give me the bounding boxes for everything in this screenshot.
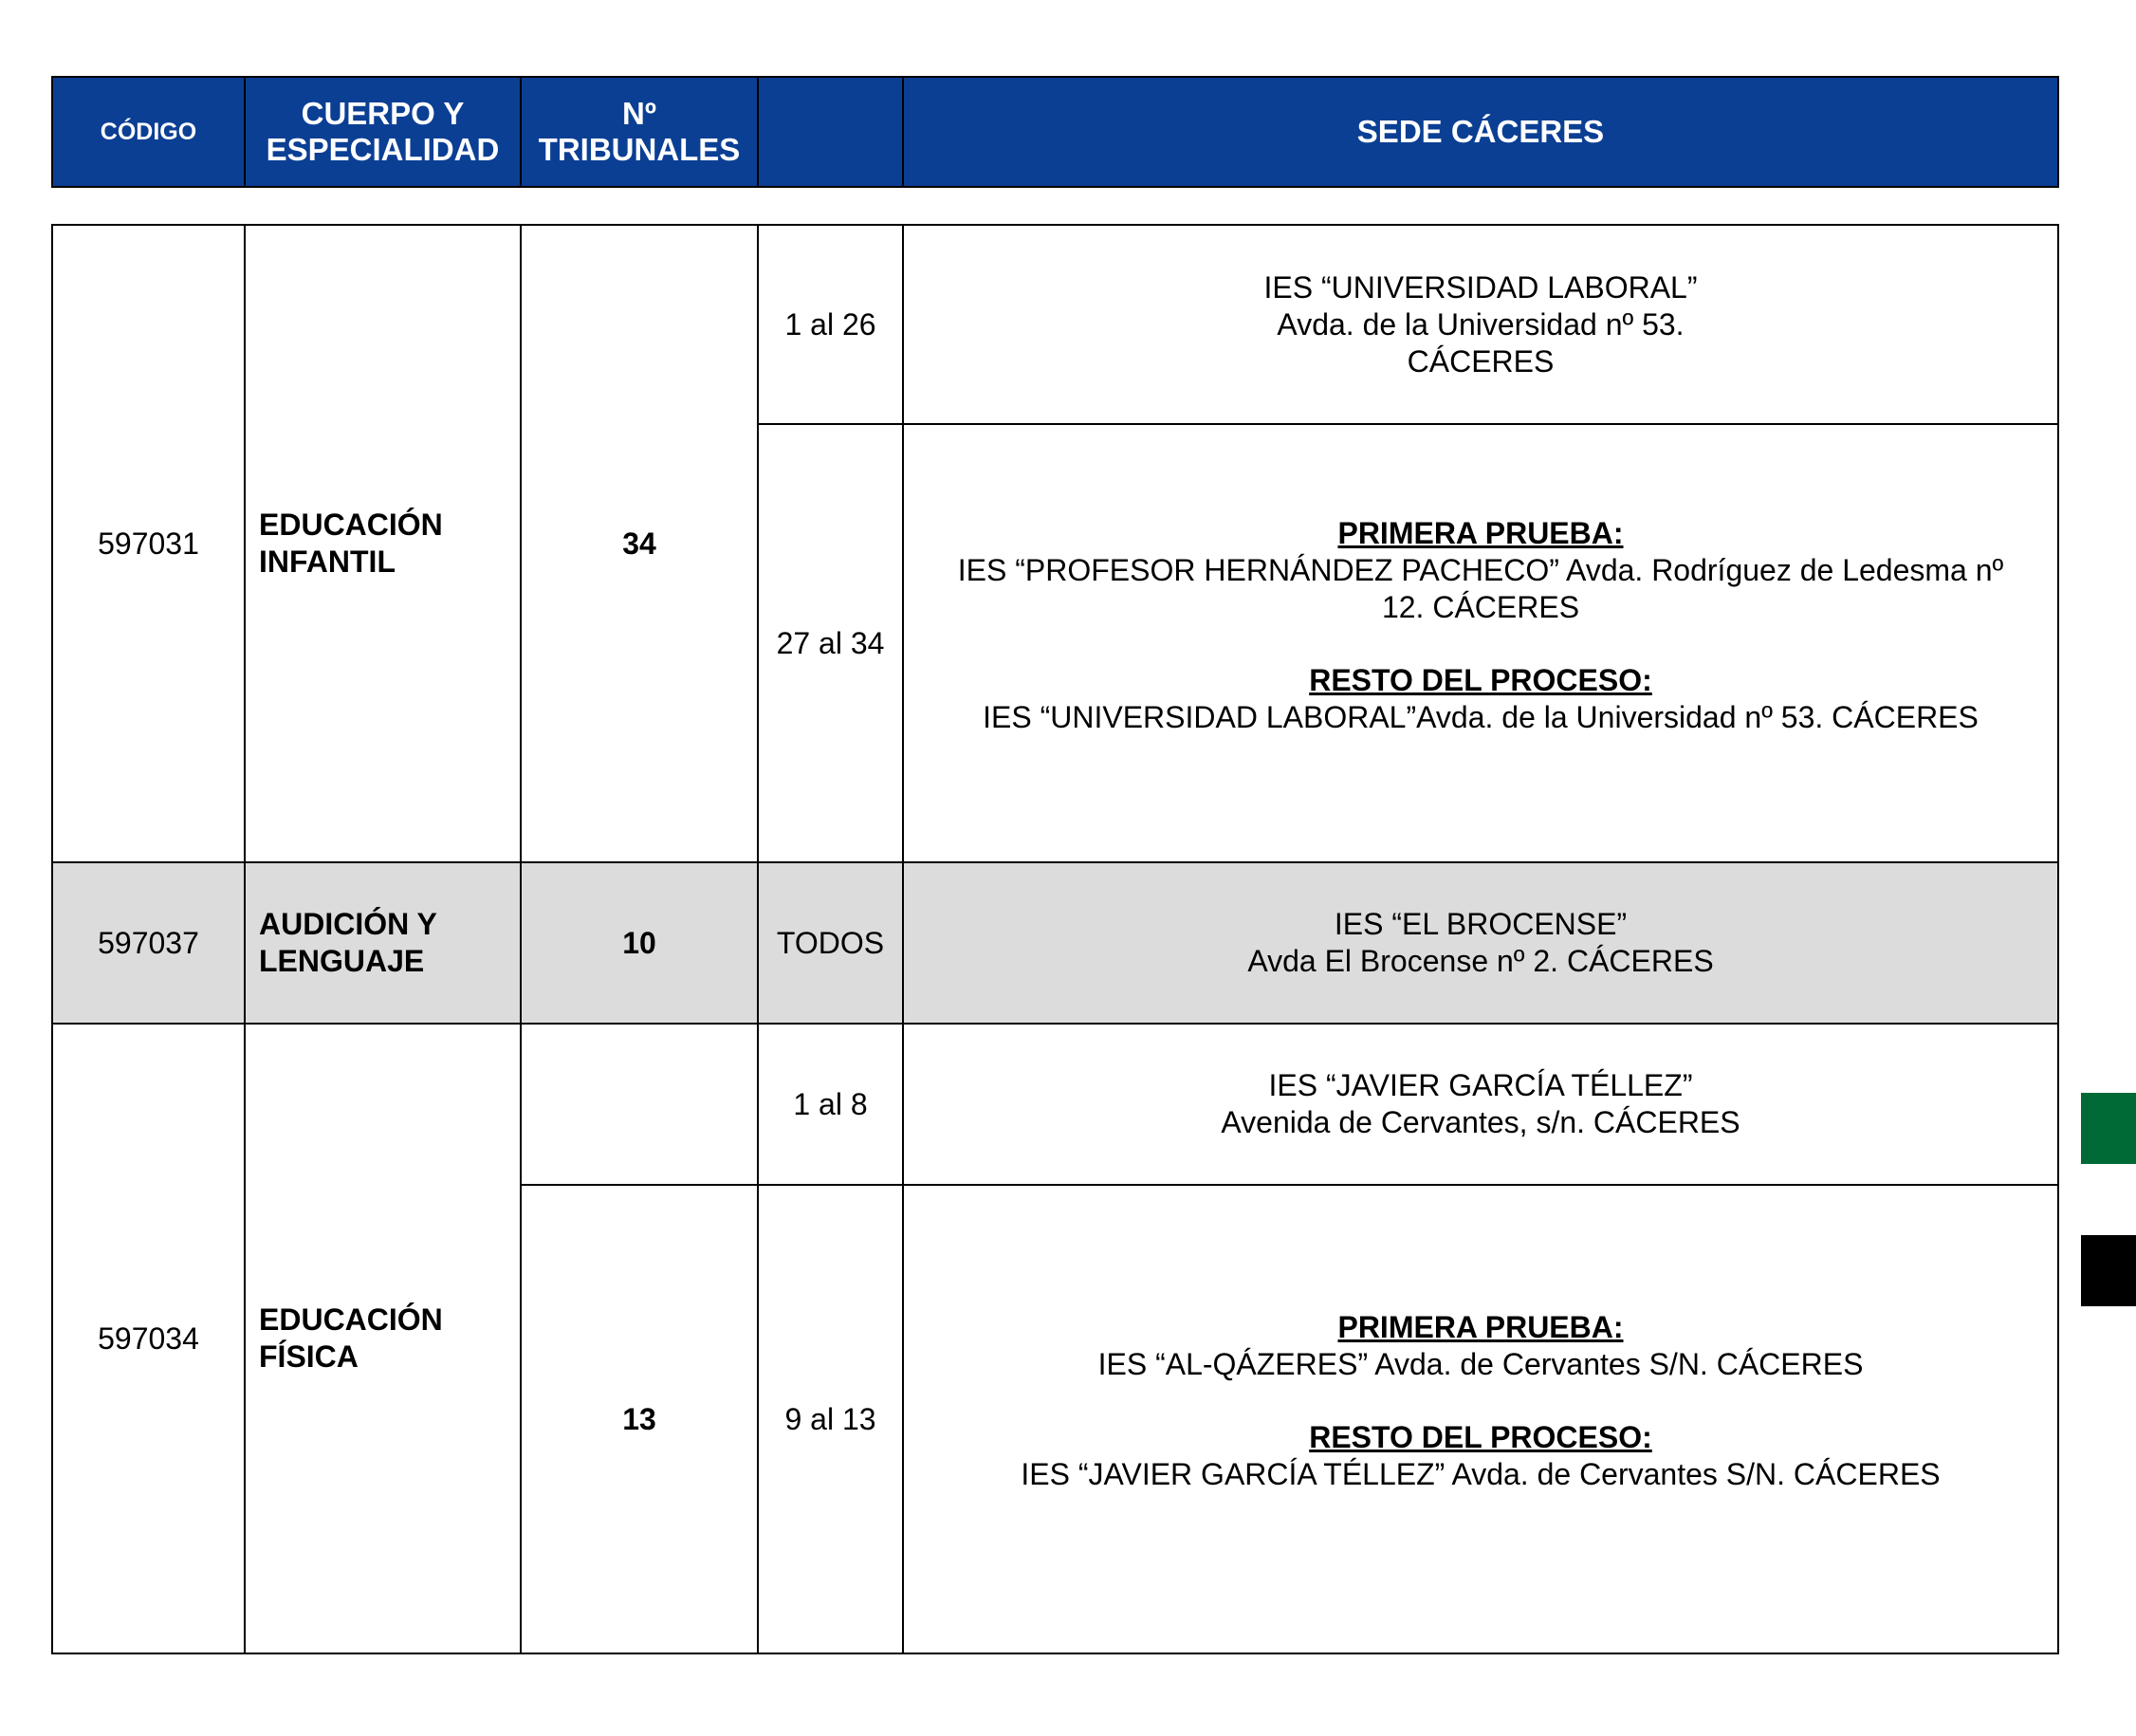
spacer [904, 626, 2057, 662]
header-tribunales [521, 77, 758, 187]
sede-line: Avda. de la Universidad nº 53. [1277, 306, 1685, 342]
especialidad-line1: EDUCACIÓN [259, 1302, 443, 1337]
especialidad-line2: INFANTIL [259, 545, 396, 579]
header-tribunales-line2: TRIBUNALES [538, 132, 741, 167]
rango-cell: 1 al 26 [758, 225, 903, 424]
header-table [51, 76, 2059, 188]
table-row [52, 862, 2058, 1024]
sede-cell [903, 424, 2058, 862]
sede-cell [903, 1024, 2058, 1185]
especialidad-line1: EDUCACIÓN [259, 508, 443, 542]
table-row [52, 225, 2058, 424]
header-row [52, 77, 2058, 187]
header-cuerpo-line1: CUERPO Y [301, 96, 465, 131]
spacer [904, 1493, 2057, 1529]
sede-line: IES “PROFESOR HERNÁNDEZ PACHECO” Avda. Rodríguez de Ledesma nº [957, 552, 2004, 587]
sede-line: IES “JAVIER GARCÍA TÉLLEZ” Avda. de Cervantes S/N. CÁCERES [1021, 1457, 1941, 1491]
header-codigo: CÓDIGO [52, 77, 245, 187]
rango-cell: 1 al 8 [758, 1024, 903, 1185]
tribunales-cell: 13 [521, 1185, 758, 1653]
primera-prueba-label: PRIMERA PRUEBA: [1337, 1310, 1624, 1344]
sede-line: IES “UNIVERSIDAD LABORAL”Avda. de la Universidad nº 53. CÁCERES [983, 699, 1979, 734]
sede-line: IES “UNIVERSIDAD LABORAL” [1263, 269, 1698, 305]
spacer [904, 1383, 2057, 1419]
especialidad-line1: AUDICIÓN Y [259, 907, 437, 941]
green-edge-mark [2081, 1093, 2136, 1164]
codigo-cell: 597037 [52, 862, 245, 1024]
resto-proceso-label: RESTO DEL PROCESO: [1309, 1420, 1652, 1454]
sede-line: CÁCERES [1407, 343, 1555, 379]
sede-cell [903, 1185, 2058, 1653]
especialidad-cell [245, 1024, 521, 1653]
especialidad-line2: LENGUAJE [259, 944, 425, 978]
table-row [52, 1024, 2058, 1185]
header-cuerpo-line2: ESPECIALIDAD [266, 132, 500, 167]
sede-cell [903, 225, 2058, 424]
sede-line: 12. CÁCERES [1381, 589, 1580, 624]
rango-cell: 27 al 34 [758, 424, 903, 862]
sedes-table [51, 224, 2059, 1654]
resto-proceso-label: RESTO DEL PROCESO: [1309, 662, 1652, 697]
header-sede: SEDE CÁCERES [903, 77, 2058, 187]
tribunales-cell: 34 [521, 225, 758, 862]
especialidad-cell [245, 862, 521, 1024]
codigo-cell: 597031 [52, 225, 245, 862]
sede-line: Avenida de Cervantes, s/n. CÁCERES [1221, 1105, 1740, 1139]
especialidad-line2: FÍSICA [259, 1339, 359, 1374]
sede-line: IES “JAVIER GARCÍA TÉLLEZ” [1268, 1068, 1693, 1102]
black-edge-mark [2081, 1235, 2136, 1306]
rango-cell: 9 al 13 [758, 1185, 903, 1653]
header-rango [758, 77, 903, 187]
spacer [904, 736, 2057, 772]
header-tribunales-line1: Nº [622, 96, 656, 131]
especialidad-cell [245, 225, 521, 862]
sede-line: IES “EL BROCENSE” [1334, 907, 1628, 941]
tribunales-cell: 10 [521, 862, 758, 1024]
codigo-cell: 597034 [52, 1024, 245, 1653]
primera-prueba-label: PRIMERA PRUEBA: [1337, 515, 1624, 550]
sede-cell [903, 862, 2058, 1024]
rango-cell: TODOS [758, 862, 903, 1024]
sede-line: IES “AL-QÁZERES” Avda. de Cervantes S/N. CÁCERES [1097, 1347, 1864, 1381]
sede-line: Avda El Brocense nº 2. CÁCERES [1247, 944, 1714, 978]
header-cuerpo [245, 77, 521, 187]
tribunales-cell-empty [521, 1024, 758, 1185]
